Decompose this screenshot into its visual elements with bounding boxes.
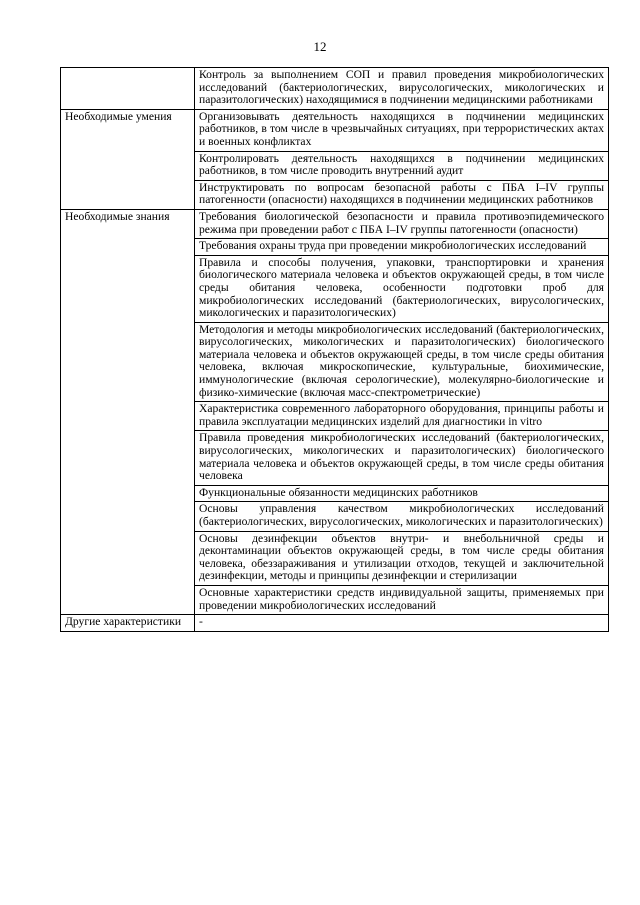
row-content: Инструктировать по вопросам безопасной работы с ПБА I–IV группы патогенности (опасности) находящихся в подчинении медицинских работников xyxy=(195,180,609,209)
row-content: Правила проведения микробиологических исследований (бактериологических, вирусологических, микологических и паразитологических) биологического материала человека и объектов окружающей среды, в том числе среды обитания человека xyxy=(195,431,609,485)
row-content: Основы управления качеством микробиологических исследований (бактериологических, вирусологических, микологических и паразитологических) xyxy=(195,502,609,531)
row-content: Организовывать деятельность находящихся в подчинении медицинских работников, в том числе в чрезвычайных ситуациях, при террористических актах и военных конфликтах xyxy=(195,109,609,151)
row-content: Требования охраны труда при проведении микробиологических исследований xyxy=(195,239,609,256)
row-content: Методология и методы микробиологических исследований (бактериологических, вирусологических, микологических и паразитологических) биологического материала человека и объектов окружающей среды, в том числе среды обитания человека, включая микроскопические, культуральные, биохимические, иммунологические (включая серологические), молекулярно-биологические и физико-химические (включая масс-спектрометрические) xyxy=(195,322,609,402)
row-content: Контроль за выполнением СОП и правил проведения микробиологических исследований (бактериологических, вирусологических, микологических и паразитологических) находящимися в подчинении медицинскими работниками xyxy=(195,68,609,110)
row-content: Характеристика современного лабораторного оборудования, принципы работы и правила эксплуатации медицинских изделий для диагностики in vitro xyxy=(195,402,609,431)
table-row xyxy=(61,109,609,151)
table-row xyxy=(61,209,609,238)
table-row xyxy=(61,615,609,632)
row-content: Функциональные обязанности медицинских работников xyxy=(195,485,609,502)
row-content: Основы дезинфекции объектов внутри- и внебольничной среды и деконтаминации объектов окружающей среды, в том числе среды обитания человека, обеззараживания и утилизации отходов, текущей и заключительной дезинфекции, методы и принципы дезинфекции и стерилизации xyxy=(195,531,609,585)
row-label-other: Другие характеристики xyxy=(61,615,195,632)
requirements-table xyxy=(60,67,609,632)
table-row xyxy=(61,68,609,110)
row-label-skills: Необходимые умения xyxy=(61,109,195,209)
row-content: Требования биологической безопасности и правила противоэпидемического режима при проведении работ с ПБА I–IV группы патогенности (опасности) xyxy=(195,209,609,238)
row-content: Контролировать деятельность находящихся в подчинении медицинских работников, в том числе проводить внутренний аудит xyxy=(195,151,609,180)
row-content: Правила и способы получения, упаковки, транспортировки и хранения биологического материала человека и объектов окружающей среды, в том числе среды обитания человека, особенности подготовки проб для микробиологических исследований (бактериологических, вирусологических, микологических и паразитологических) xyxy=(195,255,609,322)
row-label xyxy=(61,68,195,110)
row-content: - xyxy=(195,615,609,632)
row-label-knowledge: Необходимые знания xyxy=(61,209,195,614)
row-content: Основные характеристики средств индивидуальной защиты, применяемых при проведении микробиологических исследований xyxy=(195,585,609,614)
page-number: 12 xyxy=(313,39,327,54)
